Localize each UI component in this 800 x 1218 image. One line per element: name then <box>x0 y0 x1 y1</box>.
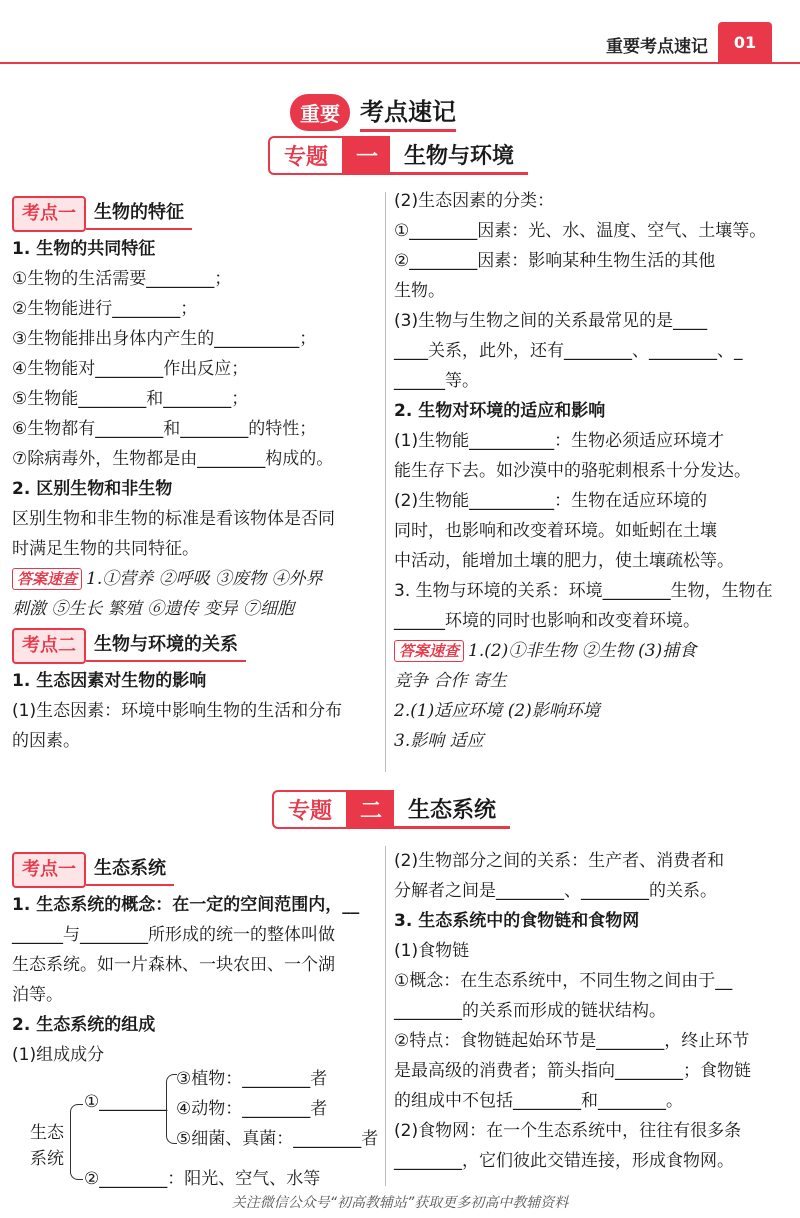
topic1-right-column <box>394 186 790 756</box>
text-line: 3. 生态系统中的食物链和食物网 <box>394 911 640 931</box>
topic2-kp1-heading <box>12 852 380 888</box>
text-line: ①生物的生活需要________； <box>12 269 232 289</box>
kp-tag: 考点一 <box>12 852 86 888</box>
topic2-heading <box>272 790 510 829</box>
text-line: 2. 生态系统的组成 <box>12 1015 156 1035</box>
kp-tag: 考点二 <box>12 628 86 664</box>
answer-line: 竞争 合作 寄生 <box>394 671 507 691</box>
text-line: 的因素。 <box>12 731 80 751</box>
answer-line: 刺激 ⑤生长 繁殖 ⑥遗传 变异 ⑦细胞 <box>12 599 295 619</box>
topic1-label: 专题 <box>268 136 344 175</box>
topic2-left-column <box>12 852 380 1070</box>
answer-line: 答案速查 1.(2)①非生物 ②生物 (3)捕食 <box>394 636 790 666</box>
text-line: ②生物能进行________； <box>12 299 198 319</box>
topic1-kp1-heading <box>12 196 380 232</box>
text-line: ____关系，此外，还有________、________、_ <box>394 341 743 361</box>
footer-note: 关注微信公众号“初高教辅站”获取更多初高中教辅资料 <box>231 1195 569 1211</box>
text-line: 1. 生物的共同特征 <box>12 239 156 259</box>
diagram-branch-2: ②________：阳光、空气、水等 <box>84 1169 321 1189</box>
text-line: 同时，也影响和改变着环境。如蚯蚓在土壤 <box>394 521 717 541</box>
topic1-number: 一 <box>344 136 390 175</box>
main-title-text: 考点速记 <box>360 92 456 132</box>
text-line: 时满足生物的共同特征。 <box>12 539 199 559</box>
text-line: 1. 生态系统的概念：在一定的空间范围内，__ <box>12 895 360 915</box>
text-line: (2)生物部分之间的关系：生产者、消费者和 <box>394 851 725 871</box>
diagram-brace-outer <box>70 1104 83 1180</box>
diagram-sub-1: ③植物：________者 <box>176 1069 328 1089</box>
topic1-kp2-heading <box>12 628 380 664</box>
text-line: (2)生态因素的分类： <box>394 191 555 211</box>
text-line: ⑦除病毒外，生物都是由________构成的。 <box>12 449 334 469</box>
topic2-label: 专题 <box>272 790 348 829</box>
diagram-branch-1: ①________ <box>84 1092 168 1112</box>
text-line: ______环境的同时也影响和改变着环境。 <box>394 611 700 631</box>
text-line: ______与________所形成的统一的整体叫做 <box>12 925 335 945</box>
text-line: 1. 生态因素对生物的影响 <box>12 671 207 691</box>
text-line: (2)生物能__________：生物在适应环境的 <box>394 491 708 511</box>
topic1-left-column <box>12 196 380 756</box>
column-divider <box>385 192 386 772</box>
diagram-root: 生态 系统 <box>30 1123 64 1169</box>
text-line: ______等。 <box>394 371 479 391</box>
answer-line: 3.影响 适应 <box>394 731 484 751</box>
text-line: 3. 生物与环境的关系：环境________生物，生物在 <box>394 581 773 601</box>
text-line: (1)组成成分 <box>12 1045 105 1065</box>
text-line: 中活动，能增加土壤的肥力，使土壤疏松等。 <box>394 551 734 571</box>
diagram-sub-3: ⑤细菌、真菌：________者 <box>176 1129 379 1149</box>
composition-diagram <box>30 1069 380 1189</box>
text-line: 生物。 <box>394 281 445 301</box>
text-line: 能生存下去。如沙漠中的骆驼刺根系十分发达。 <box>394 461 751 481</box>
answer-line: 答案速查 1.①营养 ②呼吸 ③废物 ④外界 <box>12 564 380 594</box>
main-title <box>290 92 456 132</box>
text-line: 是最高级的消费者；箭头指向________；食物链 <box>394 1061 751 1081</box>
topic2-number: 二 <box>348 790 394 829</box>
text-line: ①________因素：光、水、温度、空气、土壤等。 <box>394 221 767 241</box>
header-rule <box>0 62 800 64</box>
text-line: ⑥生物都有________和________的特性； <box>12 419 317 439</box>
text-line: 泊等。 <box>12 985 63 1005</box>
page-number: 01 <box>718 22 772 62</box>
topic2-name: 生态系统 <box>394 791 510 829</box>
kp-name: 生态系统 <box>86 854 174 886</box>
text-line: ①概念：在生态系统中，不同生物之间由于__ <box>394 971 733 991</box>
text-line: (1)生物能__________：生物必须适应环境才 <box>394 431 725 451</box>
text-line: ③生物能排出身体内产生的__________； <box>12 329 317 349</box>
text-line: (2)食物网：在一个生态系统中，往往有很多条 <box>394 1121 742 1141</box>
answer-tag: 答案速查 <box>12 568 82 590</box>
topic1-name: 生物与环境 <box>390 137 528 175</box>
kp-tag: 考点一 <box>12 196 86 232</box>
text-line: ④生物能对________作出反应； <box>12 359 249 379</box>
text-line: 生态系统。如一片森林、一块农田、一个湖 <box>12 955 335 975</box>
text-line: 2. 生物对环境的适应和影响 <box>394 401 606 421</box>
answer-tag: 答案速查 <box>394 640 464 662</box>
text-line: 2. 区别生物和非生物 <box>12 479 173 499</box>
kp-name: 生物与环境的关系 <box>86 630 246 662</box>
text-line: 分解者之间是________、________的关系。 <box>394 881 717 901</box>
answer-line: 2.(1)适应环境 (2)影响环境 <box>394 701 600 721</box>
text-line: ________，它们彼此交错连接，形成食物网。 <box>394 1151 734 1171</box>
text-line: ②特点：食物链起始环节是________，终止环节 <box>394 1031 750 1051</box>
text-line: ②________因素：影响某种生物生活的其他 <box>394 251 716 271</box>
text-line: (3)生物与生物之间的关系最常见的是____ <box>394 311 708 331</box>
topic1-heading <box>268 136 528 175</box>
text-line: 的组成中不包括________和________。 <box>394 1091 683 1111</box>
running-title: 重要考点速记 <box>606 37 708 57</box>
text-line: (1)食物链 <box>394 941 470 961</box>
topic2-right-column <box>394 846 790 1176</box>
diagram-sub-2: ④动物：________者 <box>176 1099 328 1119</box>
main-title-badge: 重要 <box>290 94 350 131</box>
column-divider <box>385 846 386 1186</box>
kp-name: 生物的特征 <box>86 198 192 230</box>
text-line: ________的关系而形成的链状结构。 <box>394 1001 666 1021</box>
text-line: 区别生物和非生物的标准是看该物体是否同 <box>12 509 335 529</box>
text-line: (1)生态因素：环境中影响生物的生活和分布 <box>12 701 343 721</box>
text-line: ⑤生物能________和________； <box>12 389 249 409</box>
